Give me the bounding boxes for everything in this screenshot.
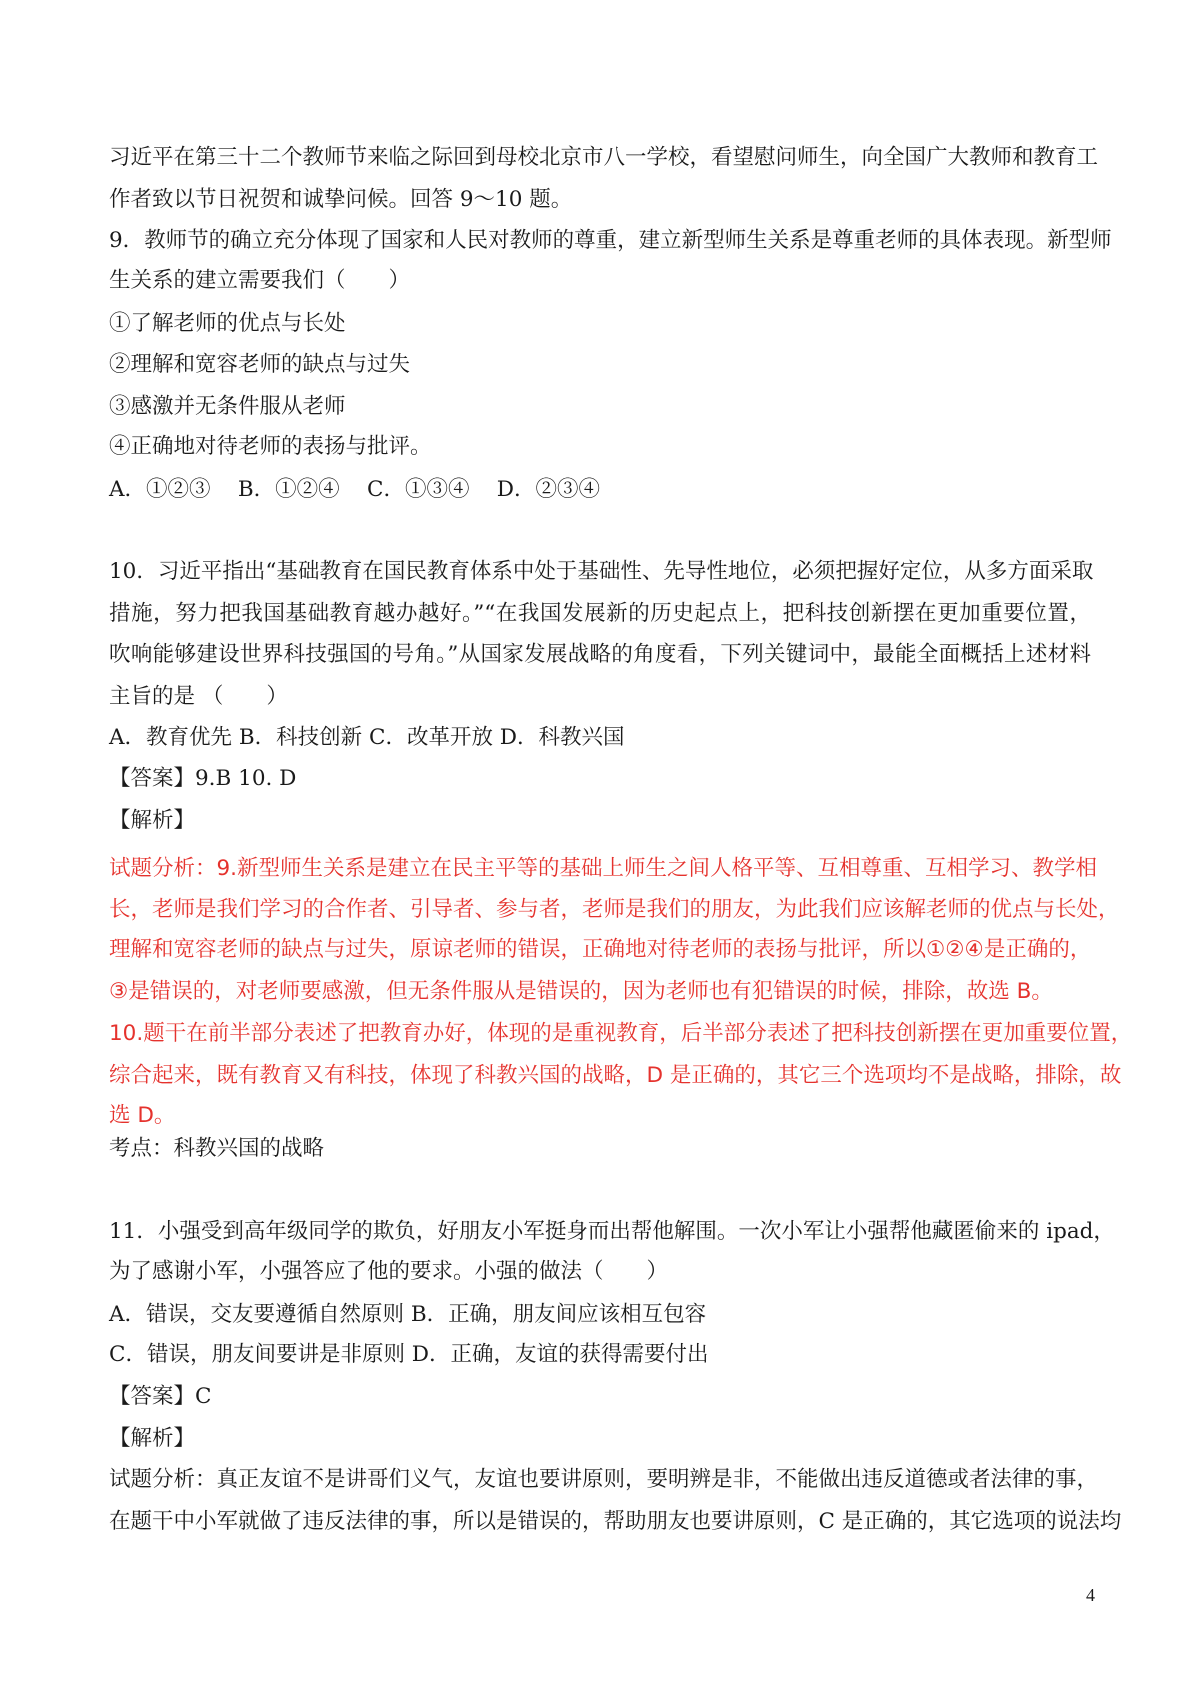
analysis-text-red: 选 D。 <box>109 1103 176 1128</box>
kaodian-text: 考点：科教兴国的战略 <box>109 1136 325 1161</box>
analysis-text-red: 综合起来，既有教育又有科技，体现了科教兴国的战略，D 是正确的，其它三个选项均不是战略，排除，故 <box>109 1063 1122 1088</box>
question-10-stem: 主旨的是 （ ） <box>109 684 288 709</box>
intro-line: 作者致以节日祝贺和诚挚问候。回答 9～10 题。 <box>109 187 573 212</box>
question-11-options: C．错误，朋友间要讲是非原则 D．正确，友谊的获得需要付出 <box>109 1342 709 1367</box>
question-9-options: A．①②③ B．①②④ C．①③④ D．②③④ <box>109 477 601 502</box>
analysis-text-red: 试题分析：9.新型师生关系是建立在民主平等的基础上师生之间人格平等、互相尊重、互相学习、教学相 <box>109 856 1098 881</box>
analysis-label: 【解析】 <box>109 1426 196 1451</box>
question-9-stem: 9．教师节的确立充分体现了国家和人民对教师的尊重，建立新型师生关系是尊重老师的具体表现。新型师 <box>109 228 1112 253</box>
intro-line: 习近平在第三十二个教师节来临之际回到母校北京市八一学校，看望慰问师生，向全国广大教师和教育工 <box>109 145 1099 170</box>
question-11-stem: 11．小强受到高年级同学的欺负，好朋友小军挺身而出帮他解围。一次小军让小强帮他藏匿偷来的 ipad， <box>109 1219 1115 1244</box>
question-10-options: A．教育优先 B．科技创新 C．改革开放 D．科教兴国 <box>109 725 625 750</box>
question-10-stem: 10．习近平指出“基础教育在国民教育体系中处于基础性、先导性地位，必须把握好定位，从多方面采取 <box>109 559 1094 584</box>
analysis-text-red: 10.题干在前半部分表述了把教育办好，体现的是重视教育，后半部分表述了把科技创新摆在更加重要位置， <box>109 1021 1133 1046</box>
analysis-label: 【解析】 <box>109 808 196 833</box>
question-9-stem: 生关系的建立需要我们（ ） <box>109 268 411 293</box>
answer-label: 【答案】9.B 10. D <box>109 766 297 791</box>
analysis-text-red: ③是错误的，对老师要感激，但无条件服从是错误的，因为老师也有犯错误的时候，排除，故选 B。 <box>109 979 1053 1004</box>
question-9-item: ④正确地对待老师的表扬与批评。 <box>109 434 432 459</box>
question-9-item: ③感激并无条件服从老师 <box>109 394 346 419</box>
analysis-text-red: 理解和宽容老师的缺点与过失，原谅老师的错误，正确地对待老师的表扬与批评，所以①②④是正确的， <box>109 937 1092 962</box>
analysis-text-red: 长，老师是我们学习的合作者、引导者、参与者，老师是我们的朋友，为此我们应该解老师的优点与长处， <box>109 897 1120 922</box>
question-11-stem: 为了感谢小军，小强答应了他的要求。小强的做法（ ） <box>109 1259 669 1284</box>
answer-label: 【答案】C <box>109 1384 212 1409</box>
question-9-item: ①了解老师的优点与长处 <box>109 311 346 336</box>
analysis-text: 在题干中小军就做了违反法律的事，所以是错误的，帮助朋友也要讲原则，C 是正确的，其它选项的说法均 <box>109 1509 1122 1534</box>
question-11-options: A．错误，交友要遵循自然原则 B．正确，朋友间应该相互包容 <box>109 1302 707 1327</box>
page-number: 4 <box>1086 1585 1095 1605</box>
question-10-stem: 吹响能够建设世界科技强国的号角。”从国家发展战略的角度看，下列关键词中，最能全面概括上述材料 <box>109 642 1091 667</box>
analysis-text: 试题分析：真正友谊不是讲哥们义气，友谊也要讲原则，要明辨是非，不能做出违反道德或者法律的事， <box>109 1467 1099 1492</box>
question-10-stem: 措施，努力把我国基础教育越办越好。”“在我国发展新的历史起点上，把科技创新摆在更加重要位置， <box>109 601 1091 626</box>
question-9-item: ②理解和宽容老师的缺点与过失 <box>109 352 411 377</box>
